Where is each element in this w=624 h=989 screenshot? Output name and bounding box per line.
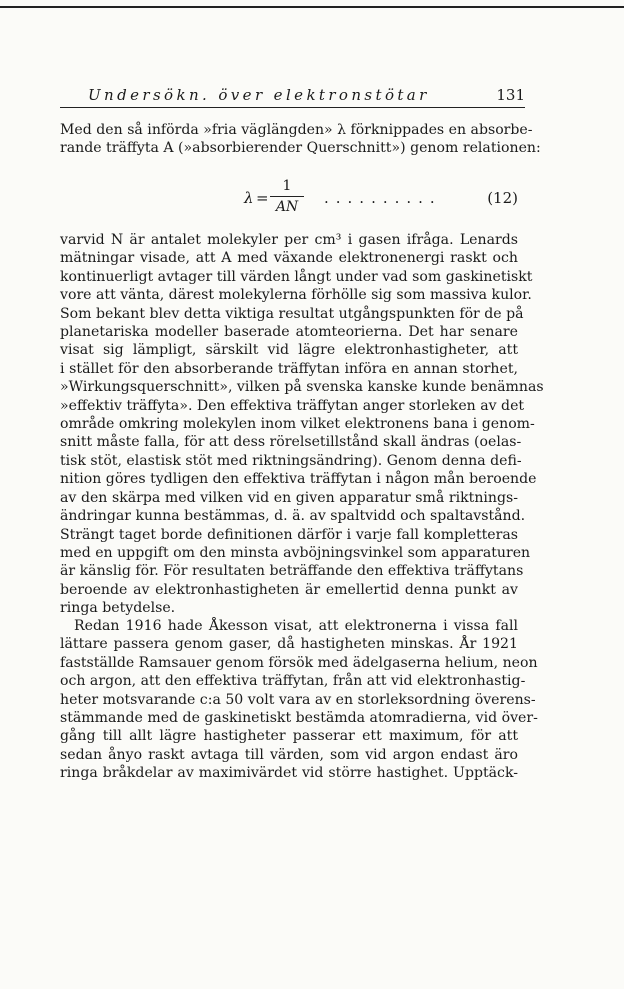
text-line: visat sig lämpligt, särskilt vid lägre elektronhastigheter, att [60,342,518,359]
text-line: tisk stöt, elastisk stöt med riktningsändring). Genom denna defi- [60,452,522,469]
text-line: kontinuerligt avtager till värden långt under vad som gaskinetiskt [60,268,533,285]
text-line: varvid N är antalet molekyler per cm³ i gasen ifråga. Lenards [60,232,518,248]
top-border-line [0,6,624,8]
text-line: »Wirkungsquerschnitt», vilken på svenska kanske kunde benämnas [60,379,544,396]
equation-numerator: 1 [282,178,292,194]
text-line: rande träffyta A (»absorbierender Querschnitt») genom relationen: [60,140,541,157]
text-line: är känslig för. För resultaten beträffande den effektiva träffytans [60,563,524,580]
page-number: 131 [496,86,525,104]
text-line: snitt måste falla, för att dess rörelsetillstånd skall ändras (oelas- [60,434,522,451]
running-title: Undersökn. över elektronstötar [88,86,430,104]
equation-number: (12) [487,189,518,207]
equation-12 [60,178,518,218]
text-line: sedan ånyo raskt avtaga till värden, som vid argon endast äro [60,746,518,763]
text-line: ringa bråkdelar av maximivärdet vid större hastighet. Upptäck- [60,765,518,782]
text-line: heter motsvarande c:a 50 volt vara av en storleksordning överens- [60,691,536,708]
text-line: ändringar kunna bestämmas, d. ä. av spaltvidd och spaltavstånd. [60,508,526,525]
text-line: och argon, att den effektiva träffytan, från att vid elektronhastig- [60,673,526,690]
text-line: lättare passera genom gaser, då hastigheten minskas. År 1921 [60,636,518,653]
text-line: stämmande med de gaskinetiskt bestämda atomradierna, vid över- [60,710,538,727]
text-line: mätningar visade, att A med växande elektronenergi raskt och [60,250,518,267]
text-line: nition göres tydligen den effektiva träffytan i någon mån beroende [60,471,537,488]
equation-equals: = [256,189,269,207]
page-header [60,86,525,106]
equation-fraction [270,178,304,215]
text-line: med en uppgift om den minsta avböjningsvinkel som apparaturen [60,544,531,561]
text-line: beroende av elektronhastigheten är emellertid denna punkt av [60,581,518,598]
text-line: Strängt taget borde definitionen därför i varje fall kompletteras [60,526,518,543]
text-line: av den skärpa med vilken vid en given apparatur små riktnings- [60,489,518,506]
paragraph-2 [60,617,538,783]
text-line: område omkring molekylen inom vilket elektronens bana i genom- [60,416,535,433]
text-line: fastställde Ramsauer genom försök med ädelgaserna helium, neon [60,654,538,671]
equation-lhs: λ [244,189,254,207]
text-line: Redan 1916 hade Åkesson visat, att elektronerna i vissa fall [74,618,518,634]
header-rule [60,107,525,108]
intro-text [60,121,541,158]
text-line: Med den så införda »fria väglängden» λ förknippades en absorbe- [60,122,533,138]
text-line: i stället för den absorberande träffytan införa en annan storhet, [60,360,518,377]
equation-leader-dots: .......... [324,189,442,207]
text-line: »effektiv träffyta». Den effektiva träffytan anger storleken av det [60,397,525,414]
text-line: Som bekant blev detta viktiga resultat utgångspunkten för de på [60,305,524,322]
paragraph-1 [60,231,544,618]
text-line: vore att vänta, därest molekylerna förhölle sig som massiva kulor. [60,287,532,304]
text-line: gång till allt lägre hastigheter passerar ett maximum, för att [60,728,518,745]
fraction-bar [270,196,304,197]
text-line: ringa betydelse. [60,600,176,617]
text-line: planetariska modeller baserade atomteorierna. Det har senare [60,324,518,341]
equation-denominator: AN [275,199,299,215]
